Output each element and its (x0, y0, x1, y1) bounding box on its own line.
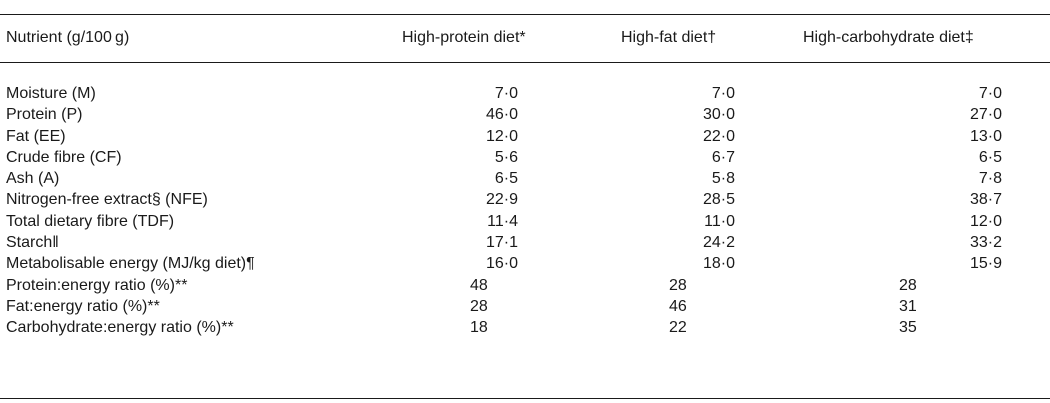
table-row (0, 126, 1050, 147)
table-row (0, 168, 1050, 189)
high-fat-value: 24·2 (702, 234, 735, 252)
high-carbohydrate-value: 35 (899, 319, 917, 337)
nutrient-label: Total dietary fibre (TDF) (6, 212, 175, 230)
table-row (0, 275, 1050, 296)
table-row (0, 211, 1050, 232)
high-protein-value: 17·1 (485, 234, 518, 252)
high-carbohydrate-value: 12·0 (969, 212, 1002, 230)
high-protein-value: 48 (470, 276, 488, 294)
high-protein-value: 22·9 (485, 191, 518, 209)
high-fat-value: 30·0 (702, 106, 735, 124)
high-carbohydrate-value: 31 (899, 297, 917, 315)
high-protein-value: 6·5 (494, 170, 518, 188)
nutrient-label: Carbohydrate:energy ratio (%)** (6, 319, 234, 337)
high-fat-value: 28 (669, 276, 687, 294)
high-fat-value: 7·0 (711, 85, 735, 102)
table-row (0, 147, 1050, 168)
high-fat-value: 22 (669, 319, 687, 337)
high-fat-value: 18·0 (702, 255, 735, 273)
table-row (0, 296, 1050, 317)
high-fat-value: 5·8 (711, 170, 735, 188)
nutrient-label: Ash (A) (6, 170, 60, 188)
high-protein-value: 12·0 (485, 127, 518, 145)
table-row (0, 232, 1050, 253)
high-protein-value: 46·0 (485, 106, 518, 124)
table-top-rule (0, 14, 1050, 15)
nutrient-label: Fat (EE) (6, 127, 66, 145)
high-carbohydrate-value: 13·0 (969, 127, 1002, 145)
high-fat-value: 28·5 (702, 191, 735, 209)
high-protein-value: 16·0 (485, 255, 518, 273)
table-row (0, 104, 1050, 125)
header-high-fat-diet: High-fat diet† (621, 29, 717, 46)
nutrient-label: Metabolisable energy (MJ/kg diet)¶ (6, 255, 255, 273)
high-protein-value: 5·6 (494, 148, 518, 166)
table-bottom-rule (0, 398, 1050, 399)
high-protein-value: 11·4 (487, 212, 518, 230)
high-carbohydrate-value: 38·7 (969, 191, 1002, 209)
header-high-protein-diet: High-protein diet* (402, 29, 526, 46)
high-carbohydrate-value: 7·8 (978, 170, 1002, 188)
high-protein-value: 7·0 (494, 85, 518, 102)
nutrient-label: Moisture (M) (6, 85, 96, 102)
high-carbohydrate-value: 33·2 (969, 234, 1002, 252)
table-row (0, 83, 1050, 104)
high-protein-value: 18 (470, 319, 488, 337)
table-row (0, 189, 1050, 210)
nutrient-label: Fat:energy ratio (%)** (6, 297, 160, 315)
high-carbohydrate-value: 28 (899, 276, 917, 294)
high-carbohydrate-value: 7·0 (978, 85, 1002, 102)
nutrient-label: Starch‖ (6, 234, 59, 252)
table-row (0, 253, 1050, 274)
header-high-carbohydrate-diet: High-carbohydrate diet‡ (803, 29, 974, 46)
high-fat-value: 46 (669, 297, 687, 315)
high-fat-value: 22·0 (702, 127, 735, 145)
nutrient-label: Nitrogen-free extract§ (NFE) (6, 191, 208, 209)
nutrient-label: Protein (P) (6, 106, 83, 124)
high-carbohydrate-value: 15·9 (969, 255, 1002, 273)
nutrient-label: Protein:energy ratio (%)** (6, 276, 188, 294)
high-fat-value: 6·7 (711, 148, 735, 166)
high-fat-value: 11·0 (704, 212, 735, 230)
high-protein-value: 28 (470, 297, 488, 315)
high-carbohydrate-value: 27·0 (969, 106, 1002, 124)
nutrient-label: Crude fibre (CF) (6, 148, 122, 166)
high-carbohydrate-value: 6·5 (978, 148, 1002, 166)
table-row (0, 317, 1050, 338)
table-header-rule (0, 62, 1050, 63)
header-nutrient: Nutrient (g/100 g) (6, 29, 130, 46)
table-body (0, 83, 1050, 339)
